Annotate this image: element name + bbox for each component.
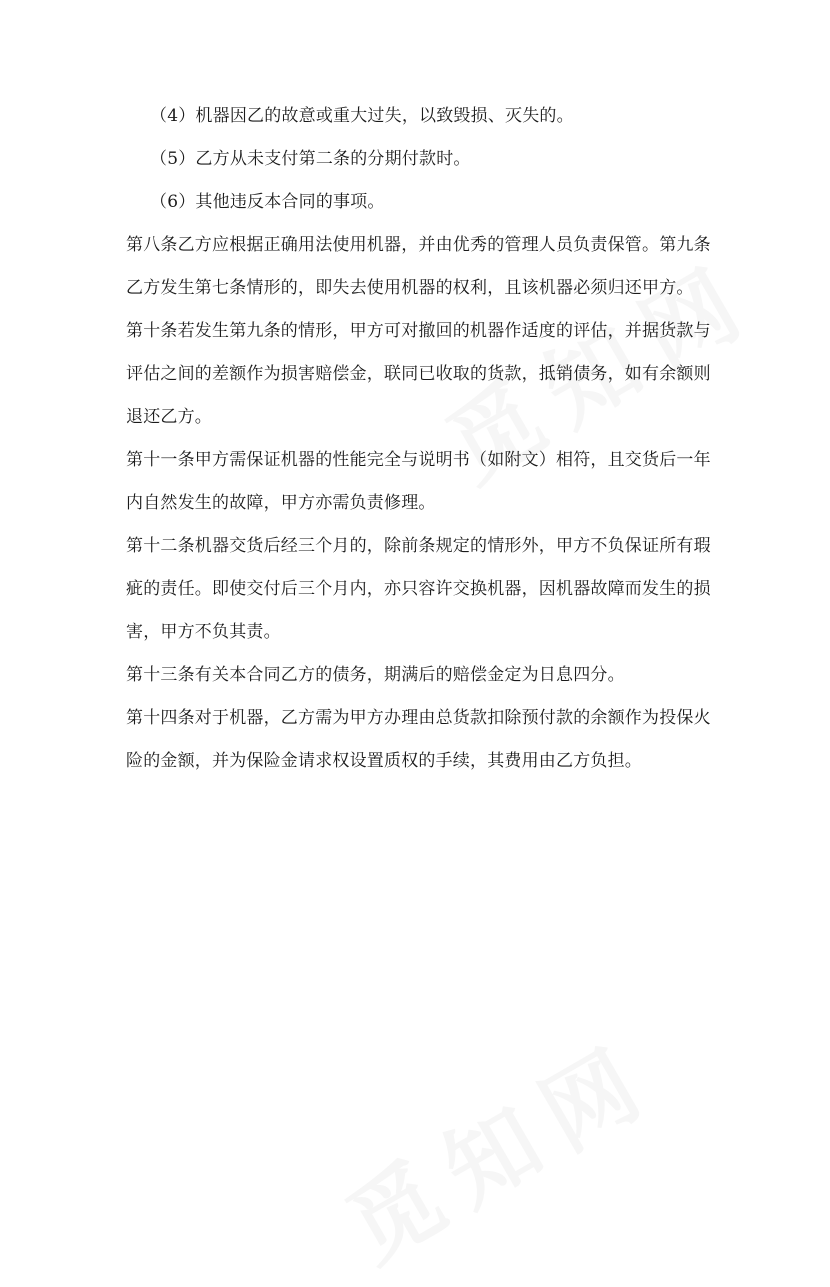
article-13-line-1: 第十三条有关本合同乙方的债务，期满后的赔偿金定为日息四分。 <box>126 665 625 685</box>
article-12-line-3: 害，甲方不负其责。 <box>126 622 281 642</box>
clause-item-4: （4）机器因乙的故意或重大过失，以致毁损、灭失的。 <box>150 106 574 126</box>
article-10-line-3: 退还乙方。 <box>126 407 212 427</box>
article-9-line-1: 乙方发生第七条情形的，即失去使用机器的权利，且该机器必须归还甲方。 <box>126 278 694 298</box>
article-12-line-1: 第十二条机器交货后经三个月的，除前条规定的情形外，甲方不负保证所有瑕 <box>126 536 711 556</box>
article-11-line-1: 第十一条甲方需保证机器的性能完全与说明书（如附文）相符，且交货后一年 <box>126 450 711 470</box>
contract-text <box>126 105 711 793</box>
article-10-line-2: 评估之间的差额作为损害赔偿金，联同已收取的货款，抵销债务，如有余额则 <box>126 364 711 384</box>
article-14-line-1: 第十四条对于机器，乙方需为甲方办理由总货款扣除预付款的余额作为投保火 <box>126 708 711 728</box>
clause-item-5: （5）乙方从未支付第二条的分期付款时。 <box>150 149 471 169</box>
article-14-line-2: 险的金额，并为保险金请求权设置质权的手续，其费用由乙方负担。 <box>126 751 642 771</box>
article-12-line-2: 疵的责任。即使交付后三个月内，亦只容许交换机器，因机器故障而发生的损 <box>126 579 711 599</box>
watermark <box>320 1005 677 1287</box>
article-8-line-1: 第八条乙方应根据正确用法使用机器，并由优秀的管理人员负责保管。第九条 <box>126 235 711 255</box>
clause-item-6: （6）其他违反本合同的事项。 <box>150 192 385 212</box>
article-10-line-1: 第十条若发生第九条的情形，甲方可对撤回的机器作适度的评估，并据货款与 <box>126 321 711 341</box>
article-11-line-2: 内自然发生的故障，甲方亦需负责修理。 <box>126 493 436 513</box>
